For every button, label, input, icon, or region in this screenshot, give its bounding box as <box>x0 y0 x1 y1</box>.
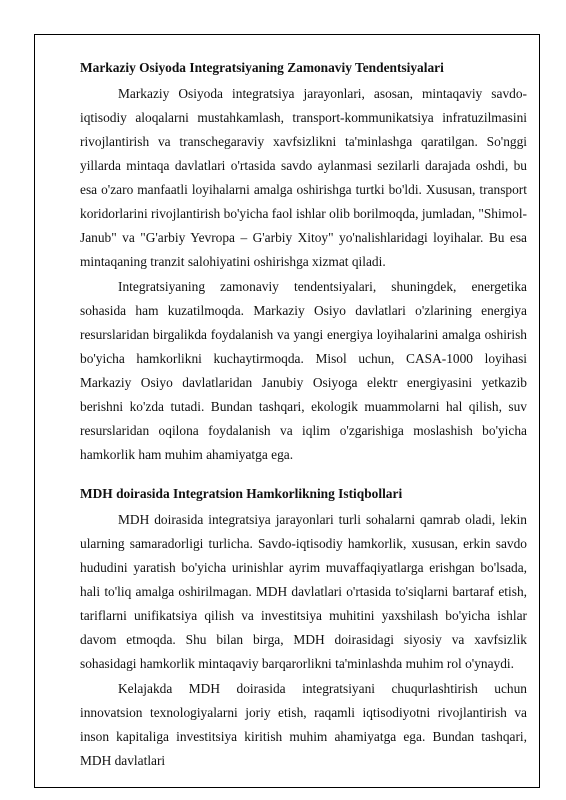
paragraph: MDH doirasida integratsiya jarayonlari turli sohalarni qamrab oladi, lekin ularning samaradorligi turlicha. Savdo-iqtisodiy hamkorlik, xususan, erkin savdo hududini yaratish bo'yicha urinishlar ayrim muvaffaqiyatlarga erishgan bo'lsada, hali to'liq amalga oshirilmagan. MDH davlatlari o'rtasida to'siqlarni bartaraf etish, tariflarni unifikatsiya qilish va investitsiya muhitini yaxshilash bo'yicha ishlar davom etmoqda. Shu bilan birga, MDH doirasidagi siyosiy va xavfsizlik sohasidagi hamkorlik mintaqaviy barqarorlikni ta'minlashda muhim rol o'ynaydi. <box>80 512 527 671</box>
section-heading: Markaziy Osiyoda Integratsiyaning Zamonaviy Tendentsiyalari <box>80 60 444 75</box>
paragraph: Kelajakda MDH doirasida integratsiyani chuqurlashtirish uchun innovatsion texnologiyalarni joriy etish, raqamli iqtisodiyotni rivojlantirish va inson kapitaliga investitsiya kiritish muhim ahamiyatga ega. Bundan tashqari, MDH davlatlari <box>80 681 527 768</box>
document-body <box>80 59 527 773</box>
paragraph: Markaziy Osiyoda integratsiya jarayonlari, asosan, mintaqaviy savdo-iqtisodiy aloqalarni mustahkamlash, transport-kommunikatsiya infratuzilmasini rivojlantirish va transchegaraviy xavfsizlikni ta'minlashga qaratilgan. So'nggi yillarda mintaqa davlatlari o'rtasida savdo aylanmasi sezilarli darajada oshdi, bu esa o'zaro manfaatli loyihalarni amalga oshirishga turtki bo'ldi. Xususan, transport koridorlarini rivojlantirish bo'yicha faol ishlar olib borilmoqda, jumladan, "Shimol-Janub" va "G'arbiy Yevropa – G'arbiy Xitoy" yo'nalishlaridagi loyihalar. Bu esa mintaqaning tranzit salohiyatini oshirishga xizmat qiladi. <box>80 86 527 269</box>
section-heading: MDH doirasida Integratsion Hamkorlikning Istiqbollari <box>80 486 403 501</box>
paragraph: Integratsiyaning zamonaviy tendentsiyalari, shuningdek, energetika sohasida ham kuzatilmoqda. Markaziy Osiyo davlatlari o'zlarining energiya resurslaridan birgalikda foydalanish va yangi energiya loyihalarini amalga oshirish bo'yicha hamkorlikni kuchaytirmoqda. Misol uchun, CASA-1000 loyihasi Markaziy Osiyo davlatlaridan Janubiy Osiyoga elektr energiyasini yetkazib berishni ko'zda tutadi. Bundan tashqari, ekologik muammolarni hal qilish, suv resurslaridan oqilona foydalanish va iqlim o'zgarishiga moslashish bo'yicha hamkorlik ham muhim ahamiyatga ega. <box>80 279 527 462</box>
